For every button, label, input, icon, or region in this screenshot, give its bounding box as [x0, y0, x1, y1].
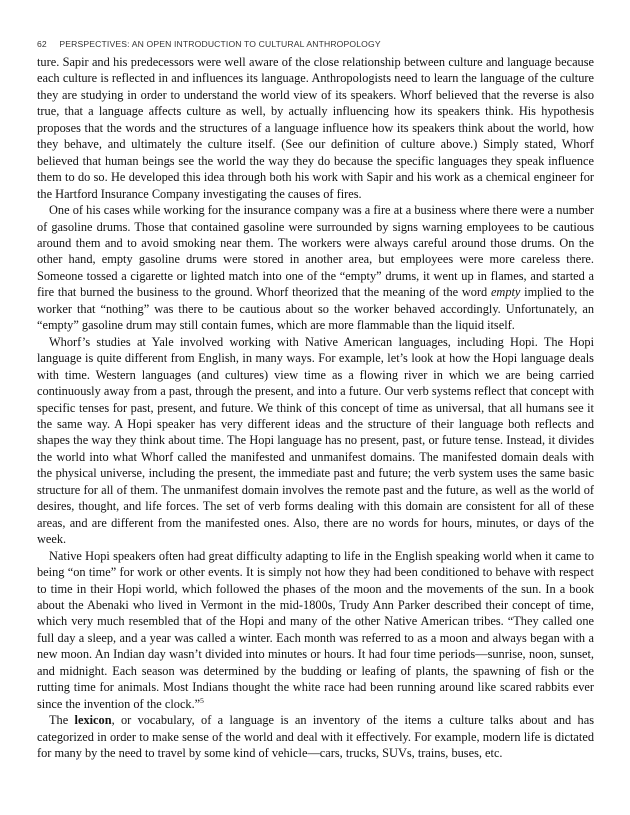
paragraph-text: The — [49, 713, 75, 728]
paragraph-lexicon — [37, 712, 594, 761]
paragraph-hopi-language: Whorf’s studies at Yale involved working with Native American languages, including Hopi. The Hopi language is quite different from English, in many ways. For example, let’s look at how the Hopi language deals with time. Western languages (and cultures) view time as a flowing river in which we are being carried continuously away from a past, through the present, and into a future. Our verb systems reflect that concept with specific tenses for past, present, and future. We think of this concept of time as universal, that all humans see it the same way. A Hopi speaker has very different ideas and the structure of their language both reflects and shapes the way they think about time. The Hopi language has no present, past, or future tense. Instead, it divides the world into what Whorf called the manifested and unmanifest domains. The manifested domain deals with the physical universe, including the present, the immediate past and future; the verb system uses the same basic structure for all of them. The unmanifest domain involves the remote past and the future, as well as the world of desires, thought, and life forces. The set of verb forms dealing with this domain are consistent for all of these areas, and are different from the manifested ones. Also, there are no words for hours, minutes, or days of the week. — [37, 334, 594, 547]
bold-term: lexicon — [74, 713, 112, 728]
body-text — [37, 54, 594, 761]
paragraph-hopi-time — [37, 548, 594, 713]
paragraph-text: , or vocabulary, of a language is an inventory of the items a culture talks about and has categorized in order to make sense of the world and deal with it effectively. For example, modern life is dictated for many by the need to travel by some kind of vehicle—cars, trucks, SUVs, trains, buses, etc. — [37, 713, 595, 761]
paragraph-continued: ture. Sapir and his predecessors were well aware of the close relationship between culture and language because each culture is reflected in and influences its language. Anthropologists need to learn the language of the culture they are studying in order to understand the world view of its speakers. Whorf believed that the reverse is also true, that a language affects culture as well, by actually influencing how its speakers think. His hypothesis proposes that the words and the structures of a language influence how its speakers think about the world, how they behave, and ultimately the culture itself. (See our definition of culture above.) Simply stated, Whorf believed that human beings see the world the way they do because the specific languages they speak influence them to do so. He developed this idea through both his work with Sapir and his work as a chemical engineer for the Hartford Insurance Company investigating the causes of fires. — [37, 55, 594, 201]
paragraph-insurance-fire — [37, 202, 594, 334]
page-number: 62 — [37, 39, 47, 49]
paragraph-text: One of his cases while working for the insurance company was a fire at a business where there were a number of gasoline drums. Those that contained gasoline were surrounded by signs warning employees to be cautious around them and to avoid smoking near them. The workers were always careful around those drums. On the other hand, empty gasoline drums were stored in another area, but employees were more careless there. Someone tossed a cigarette or lighted match into one of the “empty” drums, it went up in flames, and started a fire that burned the business to the ground. Whorf theorized that the meaning of the word — [37, 203, 594, 300]
paragraph-text: Native Hopi speakers often had great difficulty adapting to life in the English speaking world when it came to being “on time” for work or other events. It is simply not how they had been conditioned to behave with respect to time in their Hopi world, which followed the phases of the moon and the movements of the sun. In a book about the Abenaki who lived in Vermont in the mid-1800s, Trudy Ann Parker described their concept of time, which very much resembled that of the Hopi and many of the other Native American tribes. “They called one full day a sleep, and a year was called a winter. Each month was referred to as a moon and always began with a new moon. An Indian day wasn’t divided into minutes or hours. It had four time periods—sunrise, noon, sunset, and midnight. Each season was determined by the budding or leafing of plants, the spawning of fish or the rutting time for animals. Most Indians thought the white race had been running around like scared rabbits ever since the invention of the clock.” — [37, 548, 594, 711]
footnote-marker: 5 — [200, 695, 204, 705]
running-header — [37, 39, 597, 49]
running-title: PERSPECTIVES: AN OPEN INTRODUCTION TO CULTURAL ANTHROPOLOGY — [59, 39, 381, 49]
paragraph-text: implied to the worker that “nothing” was there to be cautious about so the worker behaved accordingly. Unfortunately, an “empty” gasoline drum may still contain fumes, which are more flammable than the liquid itself. — [37, 285, 594, 333]
italic-term: empty — [490, 285, 521, 300]
